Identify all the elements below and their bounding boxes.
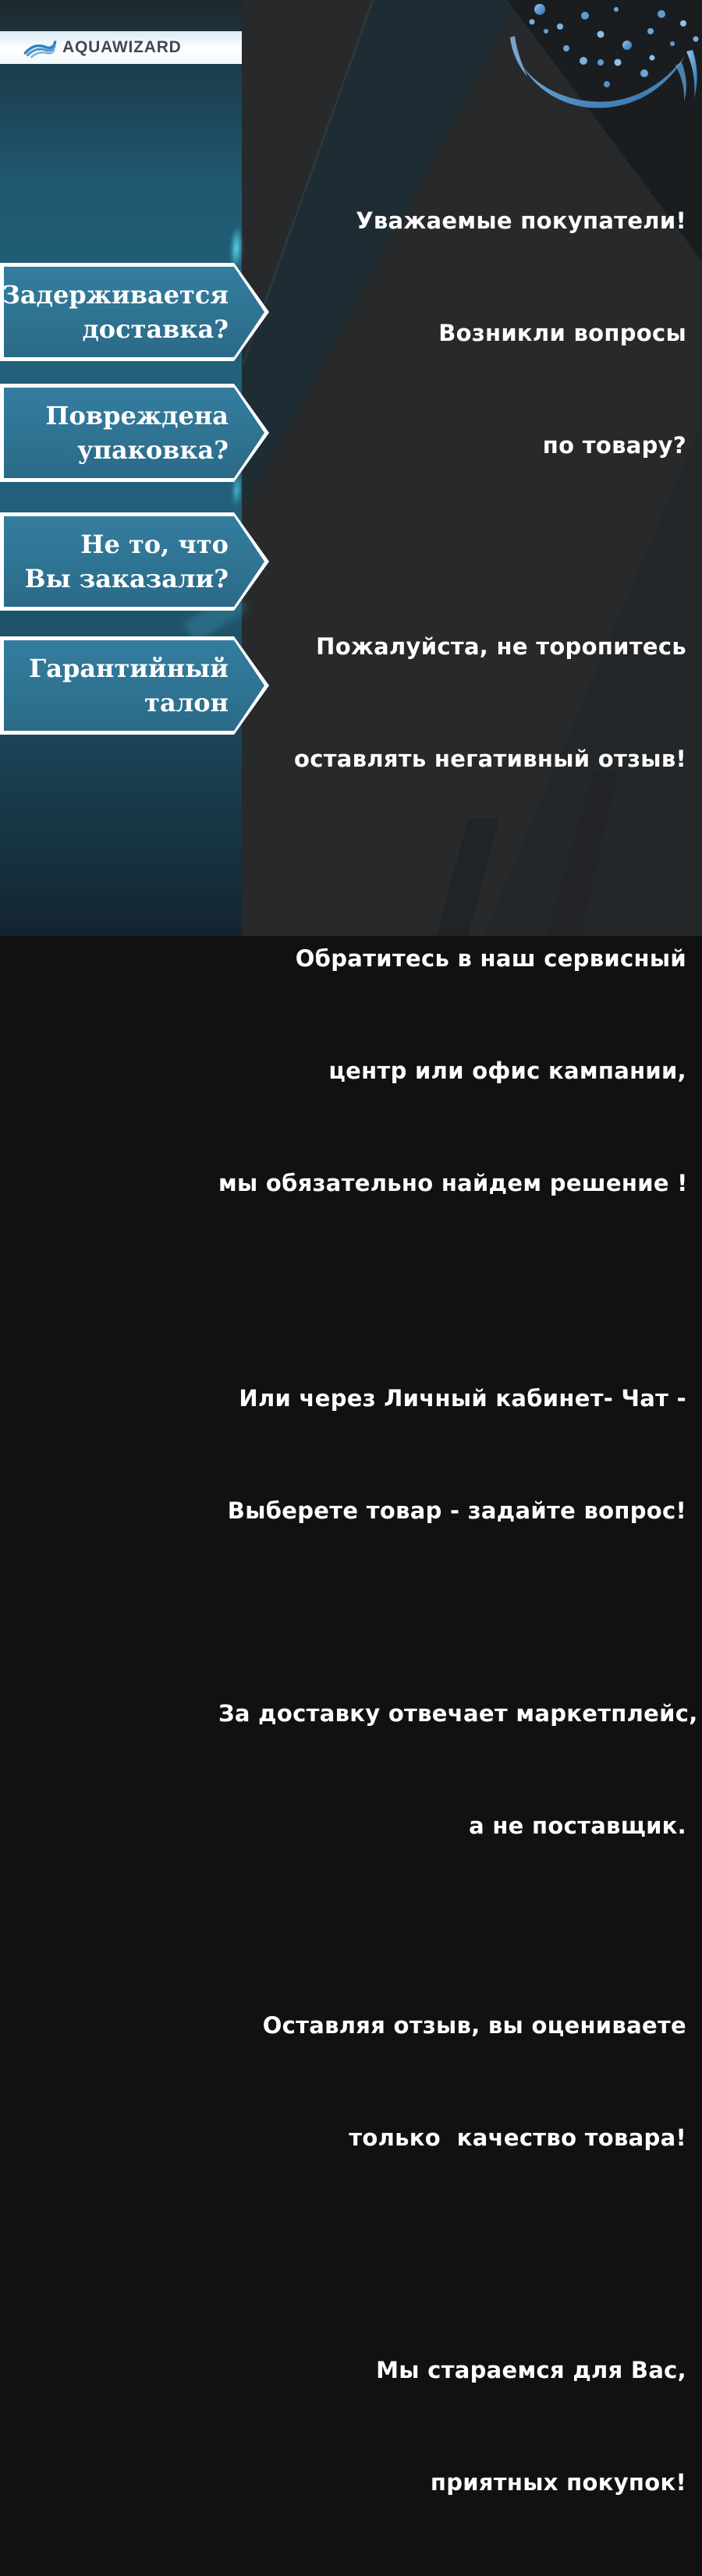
brand-bar [0, 31, 242, 64]
banner-line: Повреждена [45, 401, 229, 431]
banner-line: Задерживается [2, 280, 229, 310]
message-dont-rush [218, 553, 686, 852]
message-delivery-responsibility [218, 1620, 698, 1919]
message-column [218, 127, 698, 2576]
banner-line: Гарантийный [29, 654, 229, 683]
message-line: центр или офис кампании, [328, 1058, 686, 1084]
message-line: Уважаемые покупатели! [356, 207, 686, 234]
message-line: а не поставщик. [469, 1812, 686, 1839]
banner-line: доставка? [82, 314, 229, 344]
banner-line: Вы заказали? [24, 564, 229, 594]
message-contact-service [218, 865, 686, 1277]
message-line: мы обязательно найдем решение ! [218, 1170, 688, 1196]
message-line: Мы стараемся для Вас, [376, 2357, 686, 2383]
message-line: Или через Личный кабинет- Чат - [239, 1385, 686, 1412]
banner-line: талон [144, 688, 229, 718]
message-line: Обратитесь в наш сервисный [295, 945, 686, 972]
message-chat-option [218, 1305, 686, 1604]
message-line: Пожалуйста, не торопитесь [316, 633, 686, 660]
message-greeting [218, 127, 686, 539]
message-closing [218, 2277, 686, 2576]
message-line: Возникли вопросы [438, 320, 686, 346]
message-line: только качество товара! [349, 2124, 686, 2151]
message-review-quality [218, 1932, 686, 2231]
message-line: по товару? [542, 432, 686, 459]
banner-line: упаковка? [77, 435, 229, 465]
message-line: За доставку отвечает маркетплейс, [218, 1700, 698, 1727]
message-line: Оставляя отзыв, вы оцениваете [262, 2012, 686, 2039]
message-line: Выберете товар - задайте вопрос! [227, 1497, 686, 1524]
water-splash-image [491, 0, 702, 121]
banner-line: Не то, что [80, 530, 229, 559]
message-line: приятных покупок! [430, 2469, 686, 2496]
brand-name: AQUAWIZARD [62, 38, 182, 56]
wave-icon [23, 37, 57, 59]
message-line: оставлять негативный отзыв! [293, 746, 686, 772]
